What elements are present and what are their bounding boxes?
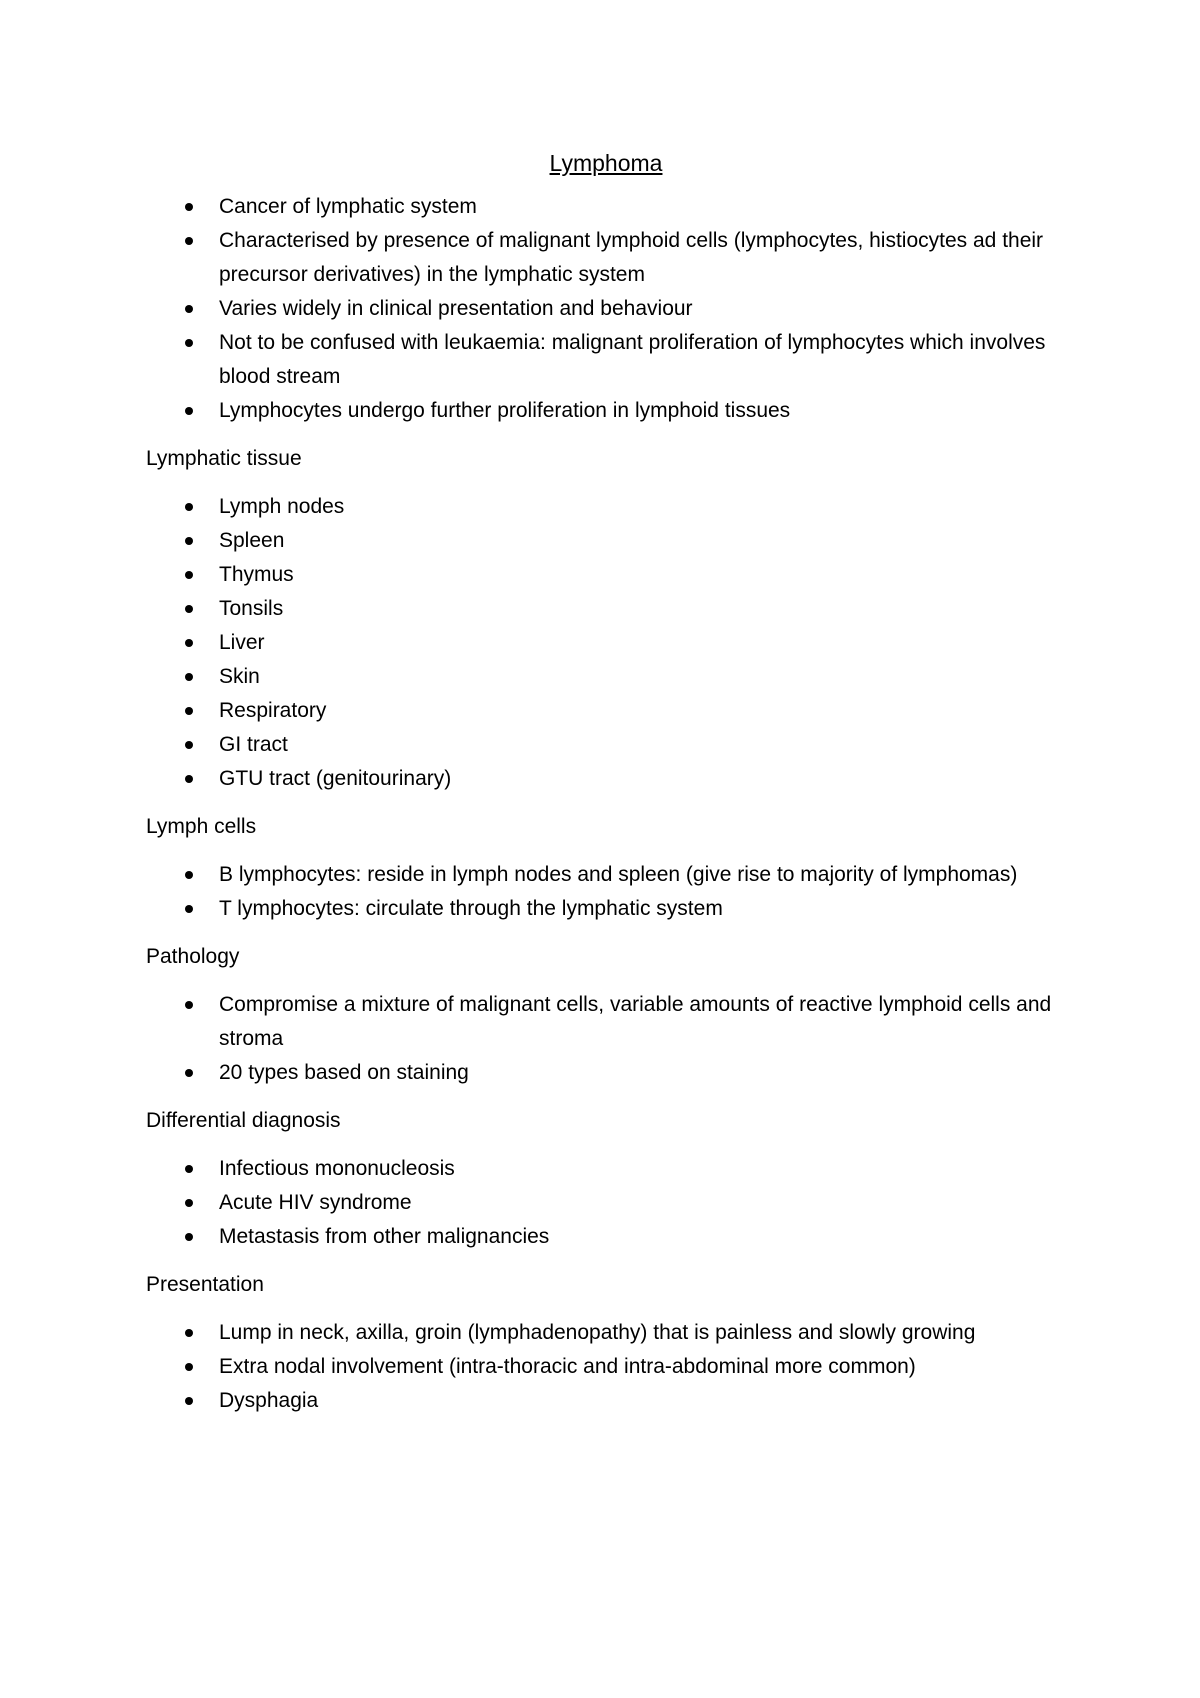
list-item: Characterised by presence of malignant lymphoid cells (lymphocytes, histiocytes ad their precursor derivatives) in the lymphatic system	[146, 224, 1066, 292]
list-item: Varies widely in clinical presentation and behaviour	[146, 292, 1066, 326]
list-item: Lymphocytes undergo further proliferation in lymphoid tissues	[146, 394, 1066, 428]
page-title: Lymphoma	[549, 150, 663, 176]
list-item: Compromise a mixture of malignant cells, variable amounts of reactive lymphoid cells and stroma	[146, 988, 1066, 1056]
list-item: Liver	[146, 626, 1066, 660]
section-heading-differential-diagnosis: Differential diagnosis	[146, 1109, 341, 1132]
list-item: Infectious mononucleosis	[146, 1152, 1066, 1186]
list-item: Lump in neck, axilla, groin (lymphadenopathy) that is painless and slowly growing	[146, 1316, 1066, 1350]
section-heading-presentation: Presentation	[146, 1273, 264, 1296]
list-item: Skin	[146, 660, 1066, 694]
list-item: Respiratory	[146, 694, 1066, 728]
list-item: Spleen	[146, 524, 1066, 558]
list-item: T lymphocytes: circulate through the lymphatic system	[146, 892, 1066, 926]
list-item: GTU tract (genitourinary)	[146, 762, 1066, 796]
section-heading-lymph-cells: Lymph cells	[146, 815, 257, 838]
intro-list	[146, 190, 1066, 428]
list-item: GI tract	[146, 728, 1066, 762]
list-item: Cancer of lymphatic system	[146, 190, 1066, 224]
list-item: Lymph nodes	[146, 490, 1066, 524]
presentation-list	[146, 1316, 1066, 1418]
list-item: Tonsils	[146, 592, 1066, 626]
list-item: Metastasis from other malignancies	[146, 1220, 1066, 1254]
lymph-cells-list	[146, 858, 1066, 926]
list-item: Extra nodal involvement (intra-thoracic and intra-abdominal more common)	[146, 1350, 1066, 1384]
differential-diagnosis-list	[146, 1152, 1066, 1254]
section-heading-pathology: Pathology	[146, 945, 240, 968]
list-item: Acute HIV syndrome	[146, 1186, 1066, 1220]
list-item: Not to be confused with leukaemia: malignant proliferation of lymphocytes which involves blood stream	[146, 326, 1066, 394]
section-heading-lymphatic-tissue: Lymphatic tissue	[146, 447, 302, 470]
list-item: Dysphagia	[146, 1384, 1066, 1418]
document-page	[146, 146, 1066, 1432]
list-item: 20 types based on staining	[146, 1056, 1066, 1090]
list-item: B lymphocytes: reside in lymph nodes and spleen (give rise to majority of lymphomas)	[146, 858, 1066, 892]
lymphatic-tissue-list	[146, 490, 1066, 796]
pathology-list	[146, 988, 1066, 1090]
list-item: Thymus	[146, 558, 1066, 592]
